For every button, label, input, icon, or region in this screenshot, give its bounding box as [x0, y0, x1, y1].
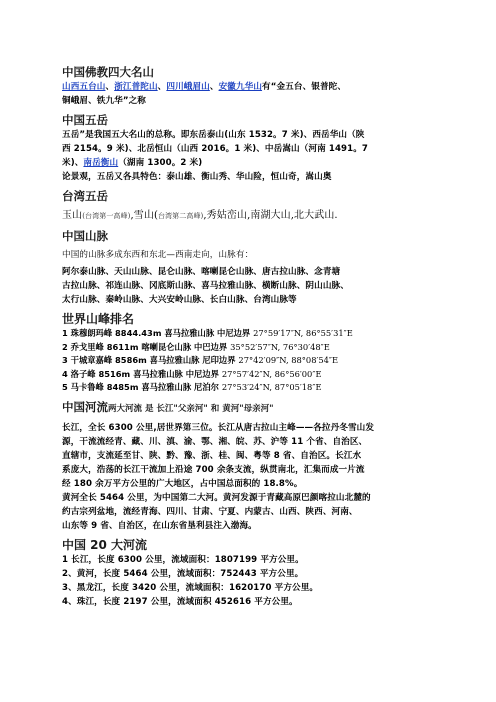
link-wutaishan[interactable]: 山西五台山	[62, 82, 106, 92]
list-item: 4、珠江，长度 2197 公里，流域面积 452616 平方公里。	[62, 596, 298, 607]
buddhist-mountains-text: 山西五台山、浙江普陀山、四川峨眉山、安徽九华山有“金五台、银普陀、 铜峨眉、铁九华”之称	[62, 82, 347, 106]
peak-row: 5 马卡鲁峰 8485m 喜马拉雅山脉 尼泊尔 27°53′24″N, 87°05′18″E	[62, 382, 322, 392]
peak-list	[62, 327, 442, 395]
peak-row: 2 乔戈里峰 8611m 喀喇昆仑山脉 中巴边界 35°52′57″N, 76°30′48″E	[62, 341, 330, 352]
section-title-china-ranges: 中国山脉	[62, 229, 108, 243]
section-title-taiwan-mountains: 台湾五岳	[62, 189, 108, 203]
section-title-buddhist-mountains: 中国佛教四大名山	[62, 65, 154, 79]
peak-row: 1 珠穆朗玛峰 8844.43m 喜马拉雅山脉 中尼边界 27°59′17″N, 86°55′31″E	[62, 328, 353, 338]
list-item: 2、黄河，长度 5464 公里，流域面积：752443 平方公里。	[62, 568, 304, 579]
list-item: 3、黑龙江，长度 3420 公里，流域面积：1620170 平方公里。	[62, 582, 319, 593]
rivers-list	[62, 553, 442, 609]
link-emeishan[interactable]: 四川峨眉山	[166, 82, 210, 92]
peak-row: 3 干城章嘉峰 8586m 喜马拉雅山脉 尼印边界 27°42′09″N, 88°08′54″E	[62, 355, 339, 365]
section-title-five-great-mountains: 中国五岳	[62, 113, 108, 127]
ranges-list: 阿尔泰山脉、天山山脉、昆仑山脉、喀喇昆仑山脉、唐古拉山脉、念青塘 古拉山脉、祁连山脉、冈底斯山脉、喜马拉雅山脉、横断山脉、阴山山脉、 太行山脉、秦岭山脉、大兴安岭山脉、长白山脉、台湾山脉等	[62, 267, 349, 305]
peak-row: 4 洛子峰 8516m 喜马拉雅山脉 中尼边界 27°57′42″N, 86°56′00″E	[62, 368, 322, 379]
section-title-china-rivers: 中国河流两大河流 是 长江"父亲河" 和 黄河"母亲河"	[62, 399, 274, 414]
link-hengshan[interactable]: 南岳衡山	[83, 158, 119, 168]
link-jiuhuashan[interactable]: 安徽九华山	[218, 82, 263, 92]
five-mountains-text: 五岳”是我国五大名山的总称。即东岳泰山(山东 1532。7 米)、西岳华山（陕 西 2154。9 米)、北岳恒山（山西 2016。1 米)、中岳嵩山（河南 1491。7 米)、南岳衡山（湖南 1300。2 米) 论景观，五岳又各具特色：泰山雄、衡山秀、华山险，恒山奇，嵩山奥	[62, 130, 368, 182]
ranges-intro: 中国的山脉多成东西和东北—西南走向，山脉有：	[62, 250, 254, 260]
document-body	[62, 64, 442, 609]
section-title-world-peaks: 世界山峰排名	[62, 312, 135, 326]
yellow-river-text: 黄河全长 5464 公里，为中国第二大河。黄河发源于青藏高原巴颜喀拉山北麓的 约古宗列盆地，流经青海、四川、甘肃、宁夏、内蒙古、山西、陕西、河南、 山东等 9 省、自治区，在山东省垦利县注入渤海。	[62, 492, 371, 531]
section-title-twenty-rivers: 中国 20 大河流	[62, 537, 148, 552]
link-putuoshan[interactable]: 浙江普陀山	[114, 82, 158, 92]
list-item: 1 长江，长度 6300 公里，流域面积：1807199 平方公里。	[62, 554, 304, 565]
taiwan-mountains-text: 玉山(台湾第一高峰),雪山(台湾第二高峰),秀姑峦山,南湖大山,北大武山.	[62, 210, 338, 221]
yangtze-text: 长江，全长 6300 公里,居世界第三位。长江从唐古拉山主峰——各拉丹冬雪山发 源，干流流经青、藏、川、滇、渝、鄂、湘、皖、苏、沪等 11 个省、自治区、 直辖市，支流延至甘、陕、黔、豫、浙、桂、闽、粤等 8 省、自治区。长江水 系庞大，浩荡的长江干流加上沿途 700 余条支流，纵贯南北，汇集而成一片流 经 180 余万平方公里的广大地区，占中国总面积的 18.8%。	[62, 422, 375, 489]
